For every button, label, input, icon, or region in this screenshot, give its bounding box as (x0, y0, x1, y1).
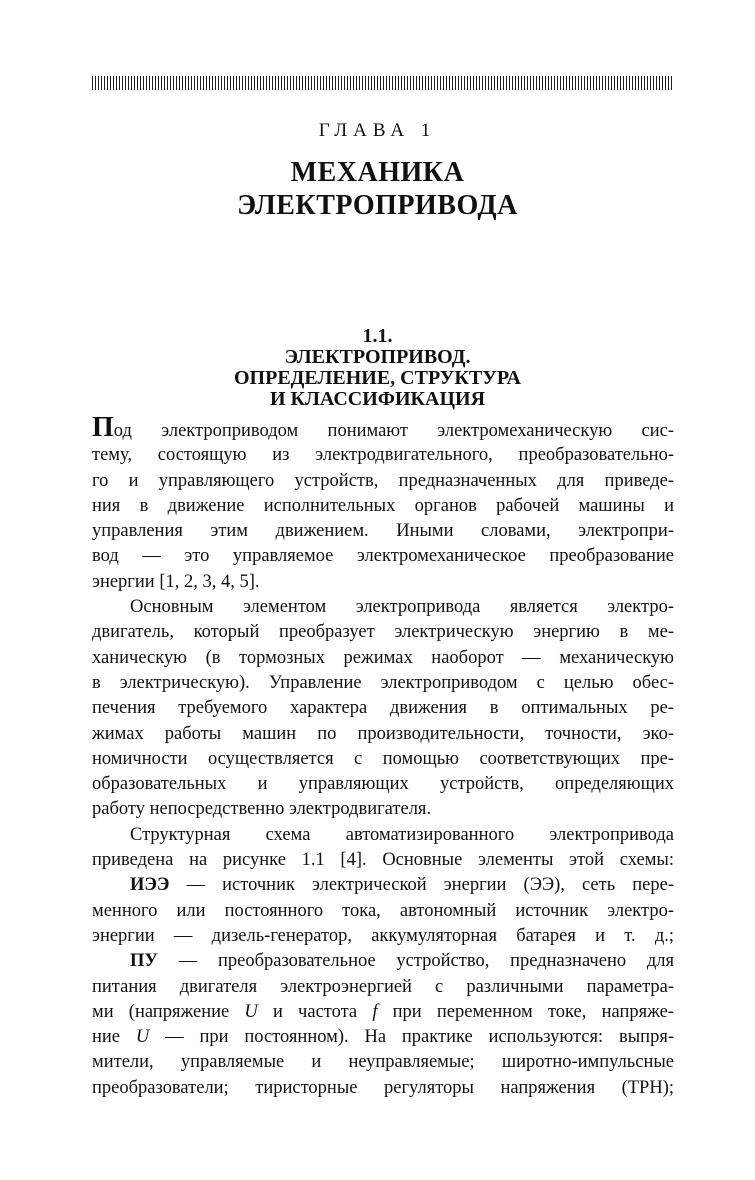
paragraph-line: ния в движение исполнительных органов рабочей машины и (92, 495, 674, 516)
drop-cap: П (92, 412, 114, 443)
variable-f: f (372, 1001, 378, 1022)
paragraph-line: ханическую (в тормозных режимах наоборот — механическую (92, 647, 674, 668)
section-heading (0, 326, 755, 410)
paragraph-line: образовательных и управляющих устройств, определяющих (92, 774, 674, 795)
paragraph-line: ПУ — преобразовательное устройство, предназначено для (130, 951, 674, 972)
paragraph-line: ИЭЭ — источник электрической энергии (ЭЭ), сеть пере- (130, 875, 674, 896)
paragraph-line: управления этим движением. Иными словами, электропри- (92, 521, 674, 542)
paragraph-line: Структурная схема автоматизированного электропривода (130, 824, 674, 845)
chapter-label: ГЛАВА 1 (318, 120, 437, 141)
term-pu: ПУ (130, 951, 158, 972)
paragraph-line: вод — это управляемое электромеханическое преобразование (92, 546, 674, 567)
section-title-line: ОПРЕДЕЛЕНИЕ, СТРУКТУРА (233, 367, 521, 389)
variable-u: U (135, 1027, 150, 1048)
paragraph-line: го и управляющего устройств, предназначенных для приведе- (92, 470, 674, 491)
header-rule (92, 76, 674, 90)
paragraph-line: Основным элементом электропривода является электро- (130, 597, 674, 618)
paragraph-line: преобразователи; тиристорные регуляторы напряжения (ТРН); (92, 1077, 674, 1098)
paragraph-line: мители, управляемые и неуправляемые; широтно-импульсные (92, 1052, 674, 1073)
paragraph-line: жимах работы машин по производительности, точности, эко- (92, 723, 674, 744)
paragraph-line: работу непосредственно электродвигателя. (92, 799, 432, 820)
chapter-title-line: МЕХАНИКА (290, 157, 465, 188)
paragraph-line: тему, состоящую из электродвигательного, преобразовательно- (92, 445, 674, 466)
section-number: 1.1. (362, 325, 393, 347)
variable-u: U (244, 1001, 258, 1022)
chapter-title-line: ЭЛЕКТРОПРИВОДА (237, 190, 518, 221)
paragraph-line: двигатель, который преобразует электрическую энергию в ме- (92, 622, 674, 643)
term-iee: ИЭЭ (130, 875, 170, 896)
paragraph-line: энергии — дизель-генератор, аккумуляторная батарея и т. д.; (92, 925, 674, 946)
paragraph-line: в электрическую). Управление электроприводом с целью обес- (92, 672, 674, 693)
paragraph-line: менного или постоянного тока, автономный источник электро- (92, 900, 674, 921)
paragraph-line: Под электроприводом понимают электромеханическую сис- (92, 412, 674, 443)
paragraph-line: печения требуемого характера движения в оптимальных ре- (92, 698, 674, 719)
chapter-title (0, 156, 755, 222)
section-title-line: И КЛАССИФИКАЦИЯ (269, 388, 486, 410)
body-text (92, 412, 675, 1101)
paragraph-line: ние U — при постоянном). На практике используются: выпря- (92, 1027, 674, 1048)
paragraph-line: ми (напряжение U и частота f при переменном токе, напряже- (92, 1001, 675, 1022)
paragraph-line: приведена на рисунке 1.1 [4]. Основные элементы этой схемы: (92, 850, 674, 871)
paragraph-line: номичности осуществляется с помощью соответствующих пре- (92, 748, 674, 769)
paragraph-line: питания двигателя электроэнергией с различными параметра- (92, 976, 674, 997)
section-title-line: ЭЛЕКТРОПРИВОД. (284, 346, 471, 368)
paragraph-line: энергии [1, 2, 3, 4, 5]. (92, 571, 260, 592)
